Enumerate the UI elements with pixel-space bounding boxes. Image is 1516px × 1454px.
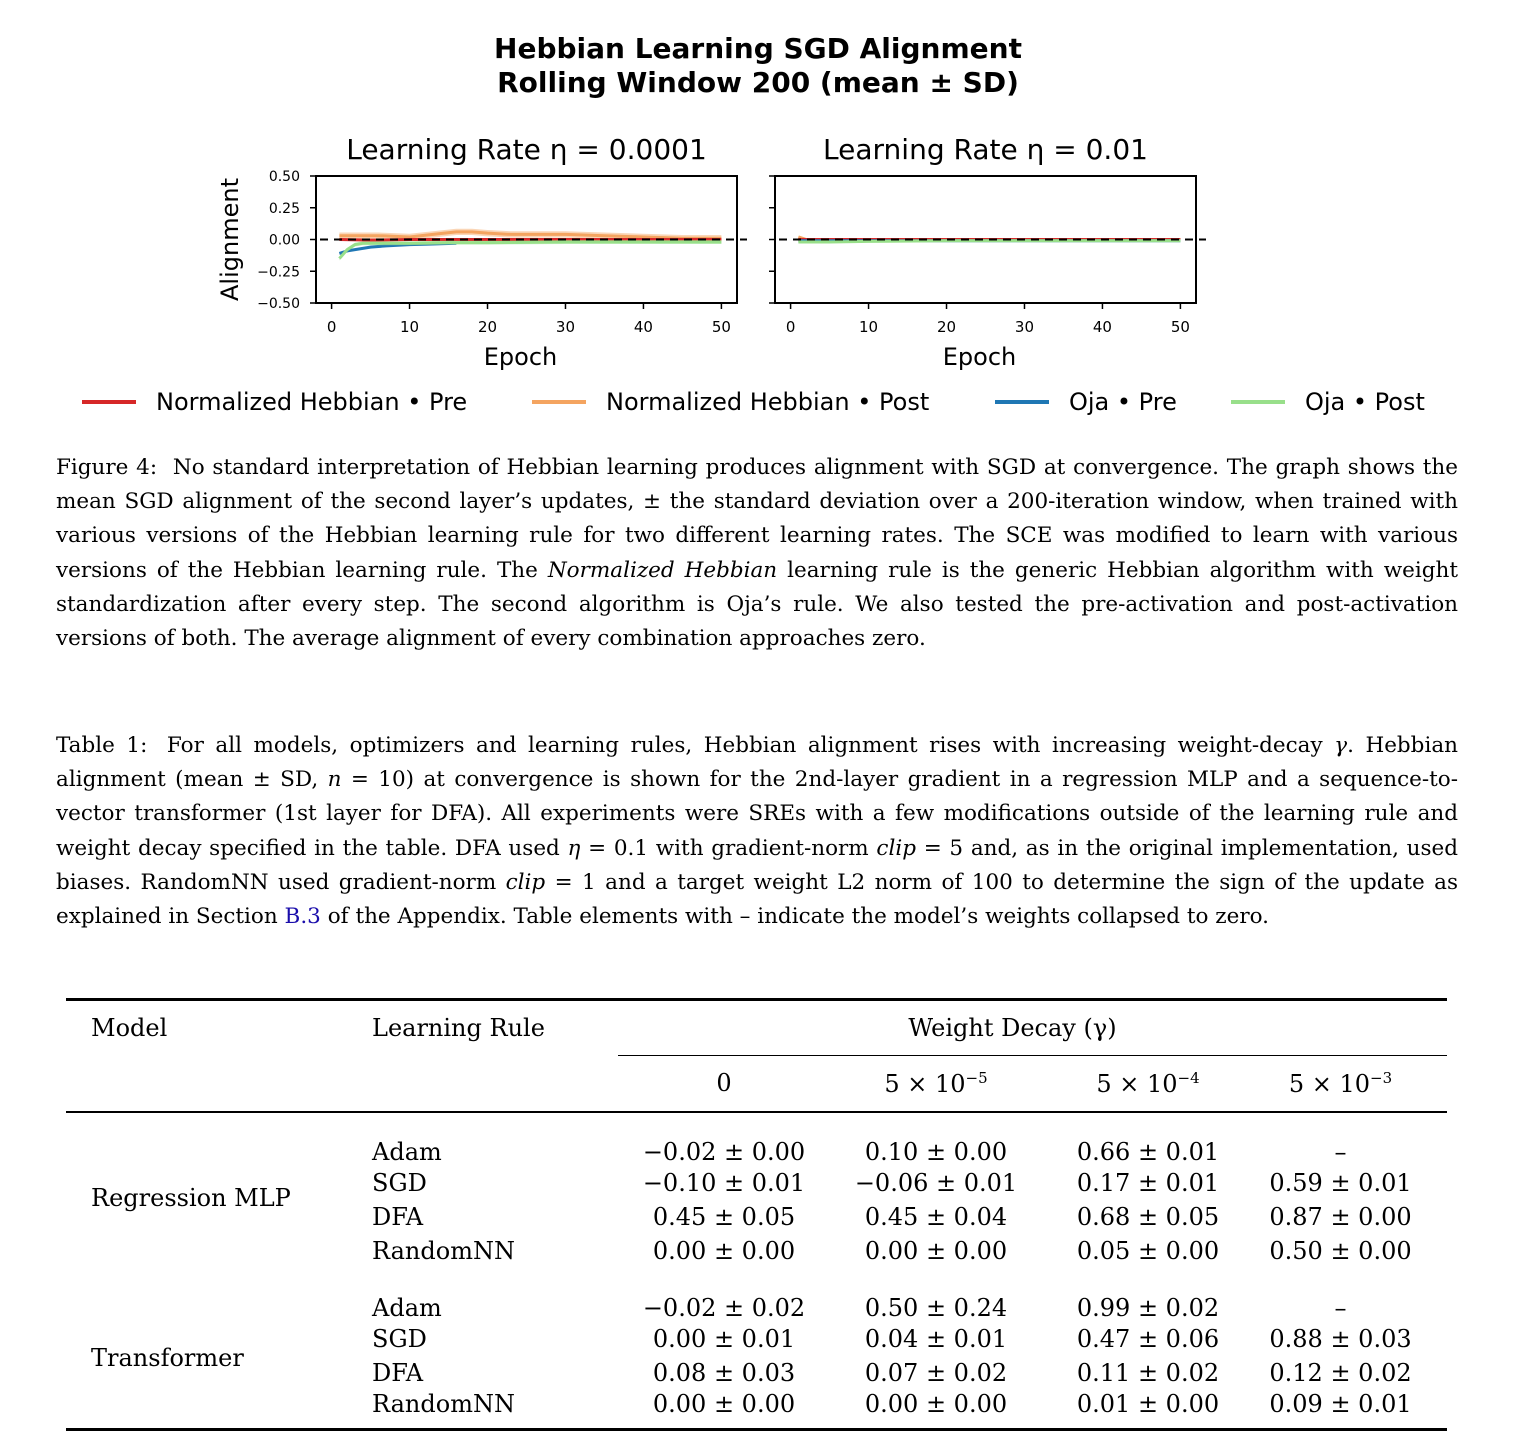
value-cell: 0.50 ± 0.00 xyxy=(1269,1236,1412,1265)
value-cell: 0.99 ± 0.02 xyxy=(1076,1293,1220,1322)
clip-variable: clip xyxy=(505,869,546,895)
legend-label: Oja • Pre xyxy=(1069,388,1177,416)
table-caption xyxy=(56,729,1458,934)
value-cell: 0.68 ± 0.05 xyxy=(1076,1202,1220,1231)
col-label: 5 × 10 xyxy=(884,1069,966,1098)
table-row xyxy=(66,1112,1447,1166)
value-cell: 0.07 ± 0.02 xyxy=(864,1358,1008,1387)
value-cell: 0.11 ± 0.02 xyxy=(1076,1358,1220,1387)
table-subheader-row xyxy=(66,1056,1447,1112)
x-axis-label: Epoch xyxy=(942,343,1017,371)
x-tick-label: 10 xyxy=(859,318,879,336)
chart-legend xyxy=(0,382,1516,422)
value-cell: 0.59 ± 0.01 xyxy=(1269,1168,1412,1197)
value-cell: 0.17 ± 0.01 xyxy=(1076,1168,1220,1197)
table-caption-text: For all models, optimizers and learning rules, Hebbian alignment rises with increasing weight-decay xyxy=(166,733,1335,758)
x-tick-label: 40 xyxy=(633,318,653,336)
gamma-symbol: γ xyxy=(1334,733,1348,758)
legend-item-oja-pre xyxy=(995,382,1177,422)
x-tick-label: 10 xyxy=(400,318,420,336)
value-cell: 0.00 ± 0.00 xyxy=(652,1236,796,1265)
value-cell: −0.02 ± 0.00 xyxy=(618,1112,830,1166)
legend-item-normalized-hebbian-post xyxy=(532,382,929,422)
table-caption-label: Table 1: xyxy=(56,733,148,758)
model-name: Transformer xyxy=(91,1343,244,1372)
figure-caption-text-1: No standard interpretation of Hebbian learning produces alignment with SGD at convergence. The graph shows the mean SGD alignment of the second layer’s updates, ± the standard deviation over a 200-iteration window, when trained with various versions of the Hebbian learning rule for two different learning rates. The SCE was modified to learn with various versions of the Hebbian learning rule. The xyxy=(56,455,1458,583)
y-axis-label: Alignment xyxy=(216,178,244,301)
header-model: Model xyxy=(91,1014,168,1043)
col-exponent: −4 xyxy=(1177,1068,1200,1087)
y-tick-label: −0.25 xyxy=(257,264,300,281)
y-tick-label: 0.00 xyxy=(268,232,300,249)
value-cell: – xyxy=(1334,1293,1347,1322)
value-cell: 0.08 ± 0.03 xyxy=(652,1358,796,1387)
col-exponent: −3 xyxy=(1370,1068,1393,1087)
series-line xyxy=(798,241,1180,242)
learning-rule-cell: Adam xyxy=(372,1112,618,1166)
eta-variable: η xyxy=(567,835,581,861)
table-caption-text: = 5 and, as in the original implementation, used biases. RandomNN used gradient-norm xyxy=(56,835,1459,895)
legend-item-oja-post xyxy=(1231,382,1425,422)
figure-caption-italic: Normalized Hebbian xyxy=(547,557,778,583)
value-cell: – xyxy=(1254,1112,1447,1166)
table-caption-text: = 0.1 with gradient-norm xyxy=(580,835,877,861)
learning-rule-cell: DFA xyxy=(372,1202,424,1231)
legend-item-normalized-hebbian-pre xyxy=(82,382,467,422)
legend-label: Normalized Hebbian • Post xyxy=(606,388,930,416)
learning-rule-cell: RandomNN xyxy=(372,1389,515,1418)
y-tick-label: −0.50 xyxy=(257,296,300,312)
table-caption-text: = 10) at convergence is shown for the 2nd-layer gradient in a regression MLP and a sequence-to-vector transformer (1st layer for DFA). All experiments were SREs with a few modifications outside of the learning rule and weight decay specified in the table. DFA used xyxy=(56,767,1459,861)
value-cell: 0.04 ± 0.01 xyxy=(864,1324,1008,1353)
value-cell: 0.09 ± 0.01 xyxy=(1269,1389,1412,1418)
legend-label: Normalized Hebbian • Pre xyxy=(156,388,468,416)
learning-rule-cell: SGD xyxy=(372,1168,427,1197)
table-group-transformer xyxy=(66,1268,1447,1430)
figure-title-line-1: Hebbian Learning SGD Alignment xyxy=(494,32,1022,65)
table-group-regression-mlp xyxy=(66,1112,1447,1268)
header-learning-rule: Learning Rule xyxy=(372,1014,545,1043)
header-col-0 xyxy=(618,1056,830,1112)
figure-title xyxy=(0,32,1516,100)
value-cell: 0.66 ± 0.01 xyxy=(1042,1112,1254,1166)
value-cell: 0.00 ± 0.00 xyxy=(652,1389,796,1418)
n-variable: n xyxy=(327,767,342,793)
y-tick-label: 0.25 xyxy=(268,200,300,217)
legend-swatch xyxy=(1231,400,1285,404)
appendix-section-link[interactable]: B.3 xyxy=(284,904,321,930)
legend-swatch xyxy=(532,400,586,404)
legend-label: Oja • Post xyxy=(1305,388,1425,416)
table-row xyxy=(66,1268,1447,1322)
model-name: Regression MLP xyxy=(66,1112,372,1268)
x-axis-label: Epoch xyxy=(483,343,558,371)
legend-swatch xyxy=(995,400,1049,404)
value-cell: −0.02 ± 0.02 xyxy=(642,1293,806,1322)
figure-caption xyxy=(56,451,1458,656)
value-cell: 0.00 ± 0.00 xyxy=(864,1389,1008,1418)
value-cell: 0.00 ± 0.00 xyxy=(864,1236,1008,1265)
figure-caption-label: Figure 4: xyxy=(56,455,158,480)
value-cell: 0.12 ± 0.02 xyxy=(1269,1358,1412,1387)
table-caption-text: = 1 and a target weight L2 norm of 100 to determine the sign of the update as explained in Section xyxy=(56,869,1459,930)
learning-rule-cell: RandomNN xyxy=(372,1236,515,1265)
value-cell: 0.87 ± 0.00 xyxy=(1269,1202,1412,1231)
results-table xyxy=(66,998,1447,1431)
value-cell: 0.45 ± 0.05 xyxy=(652,1202,796,1231)
learning-rule-cell: Adam xyxy=(372,1293,442,1322)
table-header-row xyxy=(66,1000,1447,1056)
value-cell: −0.10 ± 0.01 xyxy=(642,1168,806,1197)
legend-swatch xyxy=(82,400,136,404)
alignment-charts xyxy=(0,120,1516,380)
col-label: 0 xyxy=(716,1069,732,1098)
x-tick-label: 50 xyxy=(711,318,731,336)
header-col-5e-3 xyxy=(1254,1056,1447,1112)
table-caption-text: of the Appendix. Table elements with – indicate the model’s weights collapsed to zero. xyxy=(320,904,1270,930)
x-tick-label: 30 xyxy=(555,318,576,336)
x-tick-label: 20 xyxy=(936,318,957,336)
col-label: 5 × 10 xyxy=(1288,1069,1371,1098)
value-cell: 0.45 ± 0.04 xyxy=(864,1202,1008,1231)
y-tick-label: 0.50 xyxy=(268,169,300,185)
value-cell: 0.47 ± 0.06 xyxy=(1076,1324,1220,1353)
x-tick-label: 40 xyxy=(1092,318,1112,336)
value-cell: 0.10 ± 0.00 xyxy=(830,1112,1042,1166)
figure-title-line-2: Rolling Window 200 (mean ± SD) xyxy=(497,66,1019,99)
x-tick-label: 50 xyxy=(1170,318,1190,336)
header-col-5e-4 xyxy=(1042,1056,1254,1112)
x-tick-label: 30 xyxy=(1014,318,1035,336)
series-line xyxy=(339,242,721,259)
value-cell: 0.00 ± 0.01 xyxy=(652,1324,796,1353)
table-caption-text: . Hebbian alignment (mean ± SD, xyxy=(56,733,1458,793)
value-cell: 0.01 ± 0.00 xyxy=(1076,1389,1220,1418)
panel-title: Learning Rate η = 0.0001 xyxy=(346,133,707,166)
header-weight-decay: Weight Decay (γ) xyxy=(908,1014,1117,1042)
x-tick-label: 20 xyxy=(477,318,498,336)
value-cell: −0.06 ± 0.01 xyxy=(854,1168,1018,1197)
header-col-5e-5 xyxy=(830,1056,1042,1112)
learning-rule-cell: SGD xyxy=(372,1324,427,1353)
value-cell: 0.05 ± 0.00 xyxy=(1076,1236,1220,1265)
x-tick-label: 0 xyxy=(785,318,796,336)
value-cell: 0.88 ± 0.03 xyxy=(1269,1324,1412,1353)
col-label: 5 × 10 xyxy=(1096,1069,1178,1098)
header-weight-decay-group xyxy=(618,1000,1447,1056)
clip-variable: clip xyxy=(876,835,916,861)
x-tick-label: 0 xyxy=(326,318,337,336)
panel-title: Learning Rate η = 0.01 xyxy=(823,133,1148,166)
learning-rule-cell: DFA xyxy=(372,1358,424,1387)
figure-caption-text-2: learning rule is the generic Hebbian algorithm with weight standardization after every step. The second algorithm is Oja’s rule. We also tested the pre-activation and post-activation versions of both. The average alignment of every combination approaches zero. xyxy=(56,557,1459,652)
col-exponent: −5 xyxy=(965,1068,988,1087)
value-cell: 0.50 ± 0.24 xyxy=(864,1293,1008,1322)
